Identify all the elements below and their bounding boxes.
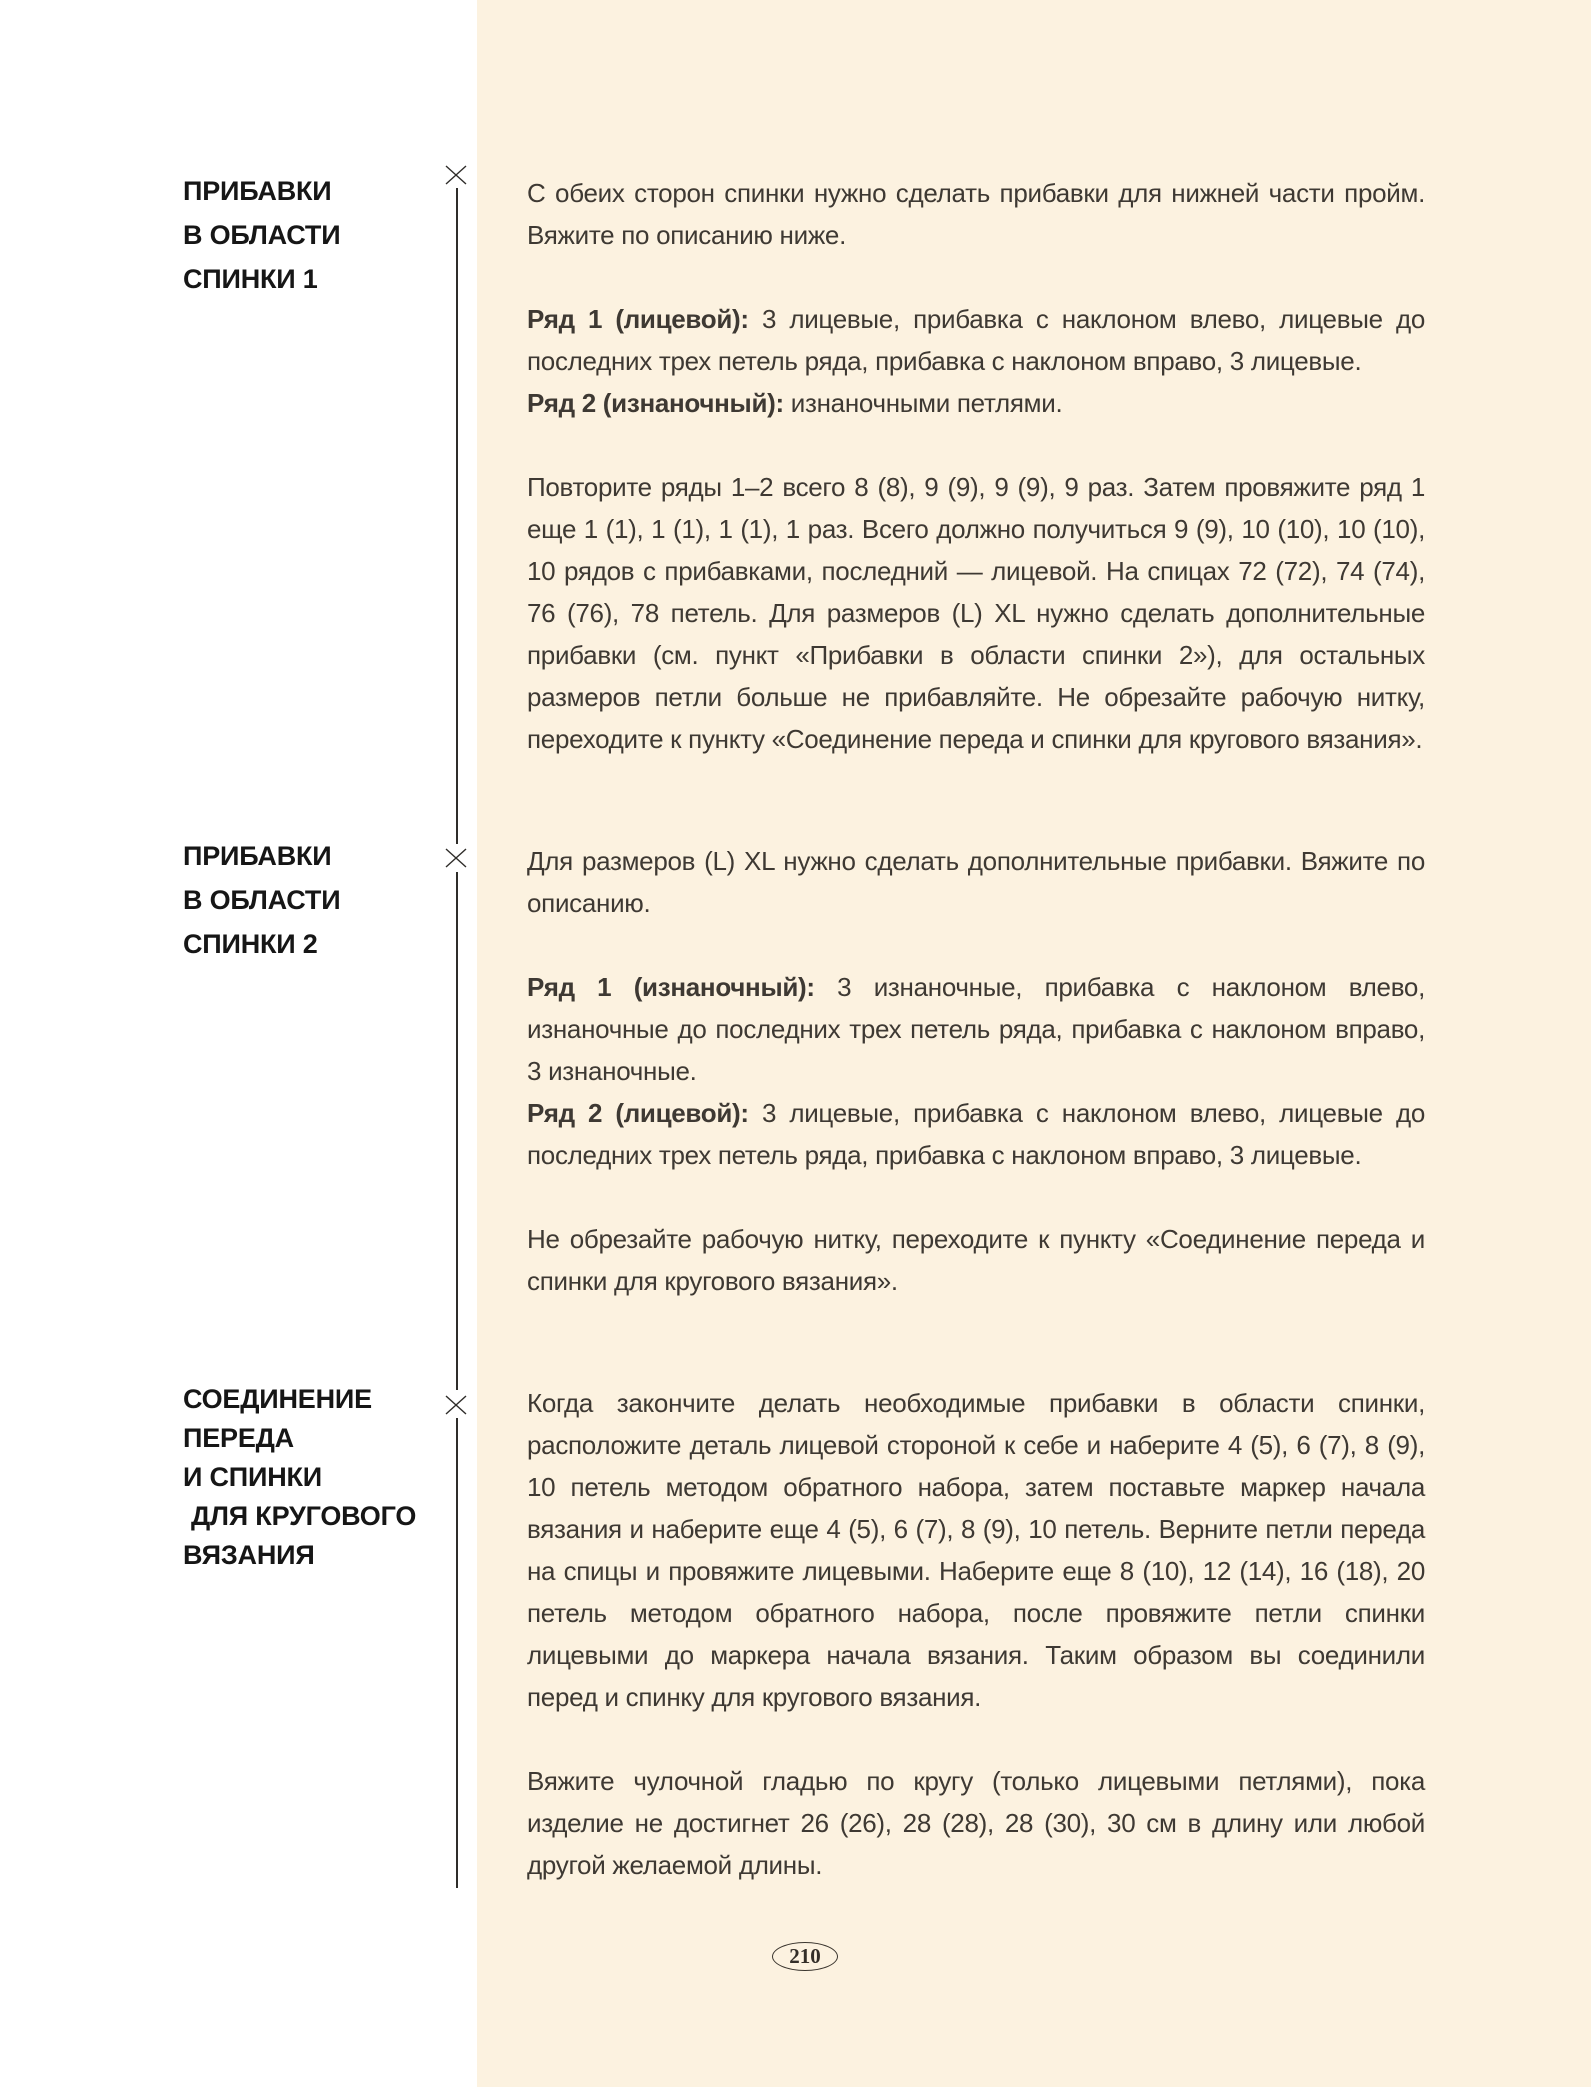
text-run: Вяжите чулочной гладью по кругу (только лицевыми петлями), пока изделие не достигнет 26 (26), 28 (28), 28 (30), 30 см в длину или любой другой желаемой длины. [527, 1766, 1425, 1880]
paragraph [527, 840, 1425, 924]
section-heading [183, 169, 513, 301]
text-run: 3 лицевые, прибавка с наклоном влево, лицевые до последних трех петель ряда, прибавка с наклоном вправо, 3 лицевые. [527, 1098, 1425, 1170]
row-label: Ряд 1 (лицевой): [527, 304, 762, 334]
section-rule [456, 1418, 458, 1888]
text-run: 3 лицевые, прибавка с наклоном влево, лицевые до последних трех петель ряда, прибавка с наклоном вправо, 3 лицевые. [527, 304, 1425, 376]
heading-line: В ОБЛАСТИ [183, 220, 341, 250]
section-body-text [527, 172, 1425, 760]
heading-line: СОЕДИНЕНИЕ [183, 1384, 372, 1414]
text-run: изнаночными петлями. [790, 388, 1063, 418]
heading-line: ПРИБАВКИ [183, 841, 332, 871]
cut-mark-icon [444, 847, 468, 869]
text-run: 3 изнаночные, прибавка с наклоном влево, изнаночные до последних трех петель ряда, прибавка с наклоном вправо, 3 изнаночные. [527, 972, 1425, 1086]
row-label: Ряд 1 (изнаночный): [527, 972, 838, 1002]
heading-line: ВЯЗАНИЯ [183, 1540, 315, 1570]
text-run: Для размеров (L) XL нужно сделать дополнительные прибавки. Вяжите по описанию. [527, 846, 1425, 918]
text-run: Когда закончите делать необходимые прибавки в области спинки, расположите деталь лицевой стороной к себе и наберите 4 (5), 6 (7), 8 (9), 10 петель методом обратного набора, затем поставьте маркер начала вязания и наберите еще 4 (5), 6 (7), 8 (9), 10 петель. Верните петли переда на спицы и провяжите лицевыми. Наберите еще 8 (10), 12 (14), 16 (18), 20 петель методом обратного набора, после провяжите петли спинки лицевыми до маркера начала вязания. Таким образом вы соединили перед и спинку для кругового вязания. [527, 1388, 1425, 1712]
cut-mark-icon [444, 1394, 468, 1416]
paragraph [527, 966, 1425, 1176]
heading-line: ПЕРЕДА [183, 1423, 294, 1453]
heading-line: ПРИБАВКИ [183, 176, 332, 206]
row-label: Ряд 2 (изнаночный): [527, 388, 791, 418]
section-body-text [527, 1382, 1425, 1886]
heading-line: СПИНКИ 2 [183, 929, 318, 959]
text-run: Не обрезайте рабочую нитку, переходите к пункту «Соединение переда и спинки для кругового вязания». [527, 1224, 1425, 1296]
cut-mark-icon [444, 164, 468, 186]
row-label: Ряд 2 (лицевой): [527, 1098, 762, 1128]
paragraph [527, 1760, 1425, 1886]
text-run: Повторите ряды 1–2 всего 8 (8), 9 (9), 9 (9), 9 раз. Затем провяжите ряд 1 еще 1 (1), 1 (1), 1 (1), 1 раз. Всего должно получиться 9 (9), 10 (10), 10 (10), 10 рядов с прибавками, последний — лицевой. На спицах 72 (72), 74 (74), 76 (76), 78 петель. Для размеров (L) XL нужно сделать дополнительные прибавки (см. пункт «Прибавки в области спинки 2»), для остальных размеров петли больше не прибавляйте. Не обрезайте рабочую нитку, переходите к пункту «Соединение переда и спинки для кругового вязания». [527, 472, 1425, 754]
paragraph [527, 1218, 1425, 1302]
section-rule [456, 872, 458, 1390]
heading-line: ДЛЯ КРУГОВОГО [191, 1501, 417, 1531]
heading-line: В ОБЛАСТИ [183, 885, 341, 915]
page-number: 210 [789, 1944, 821, 1968]
page-number-badge [772, 1942, 838, 1971]
paragraph [527, 298, 1425, 424]
section-rule [456, 188, 458, 844]
paragraph [527, 1382, 1425, 1718]
paragraph [527, 172, 1425, 256]
heading-line: СПИНКИ 1 [183, 264, 318, 294]
heading-line: И СПИНКИ [183, 1462, 323, 1492]
section-body-text [527, 840, 1425, 1302]
text-run: С обеих сторон спинки нужно сделать прибавки для нижней части пройм. Вяжите по описанию ниже. [527, 178, 1425, 250]
paragraph [527, 466, 1425, 760]
